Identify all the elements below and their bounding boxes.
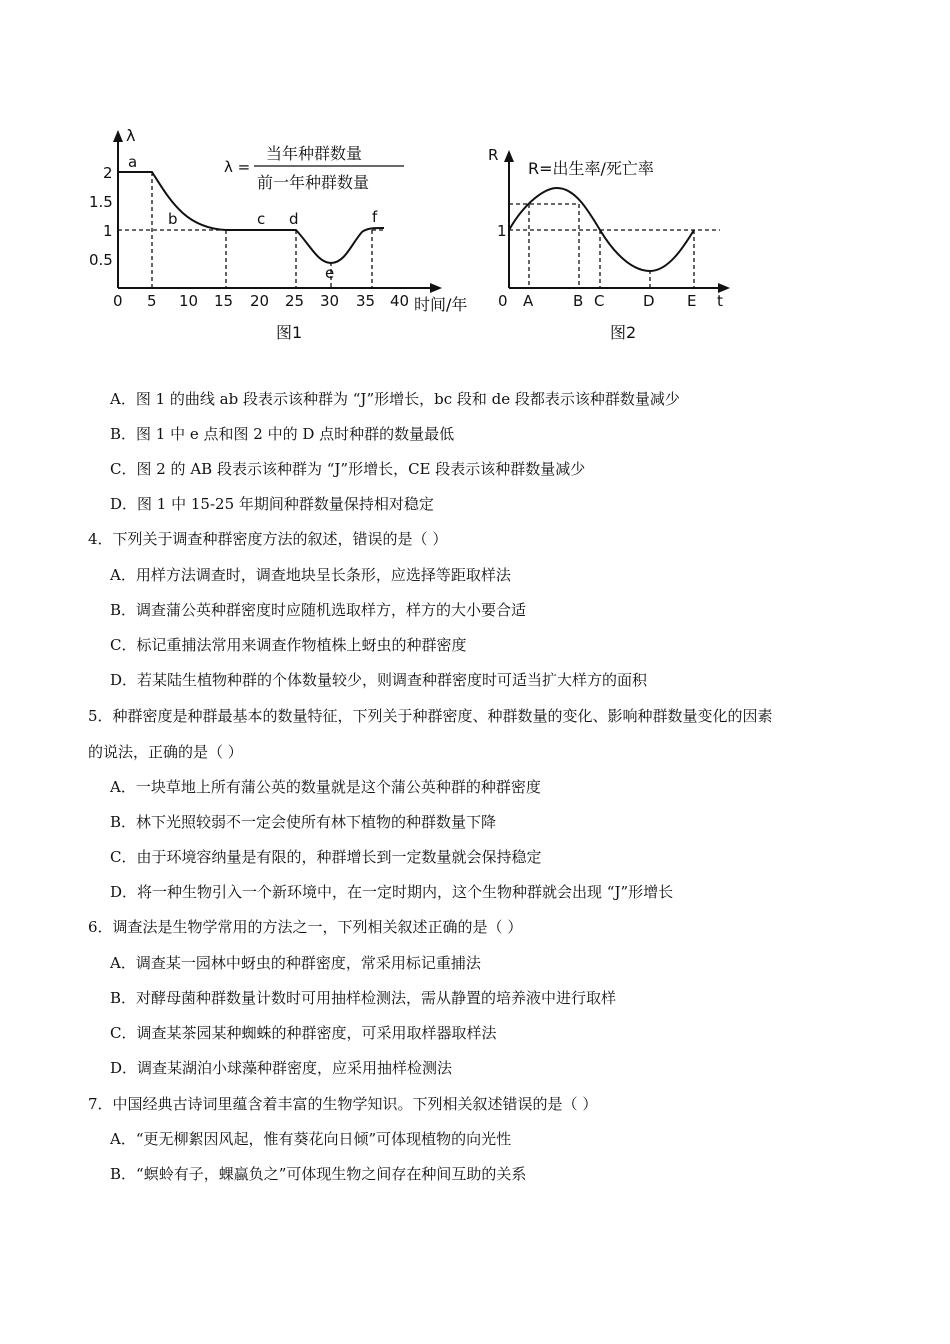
y-axis-label: R	[488, 146, 499, 164]
x-tick-label: 30	[320, 292, 340, 310]
x-tick-label: D	[643, 292, 655, 310]
x-tick-label: C	[594, 292, 605, 310]
x-tick-label: 5	[147, 292, 157, 310]
x-tick-label: 10	[179, 292, 199, 310]
x-tick-label: 0	[113, 292, 123, 310]
point-label-f: f	[372, 208, 378, 226]
y-axis-arrow	[113, 130, 123, 142]
q4-option-d[interactable]: D．若某陆生植物种群的个体数量较少，则调查种群密度时可适当扩大样方的面积	[110, 671, 648, 689]
q5-option-c[interactable]: C．由于环境容纳量是有限的，种群增长到一定数量就会保持稳定	[110, 848, 542, 866]
q6-option-d[interactable]: D．调查某湖泊小球藻种群密度，应采用抽样检测法	[110, 1059, 453, 1077]
formula-lhs: λ =	[224, 158, 251, 176]
y-tick-label: 2	[103, 164, 113, 182]
q5-option-a[interactable]: A．一块草地上所有蒲公英的数量就是这个蒲公英种群的种群密度	[110, 778, 541, 796]
x-axis-arrow	[430, 283, 442, 293]
q4-option-a[interactable]: A．用样方法调查时，调查地块呈长条形，应选择等距取样法	[110, 566, 511, 584]
q4-option-c[interactable]: C．标记重捕法常用来调查作物植株上蚜虫的种群密度	[110, 636, 467, 654]
figure-2	[480, 0, 750, 360]
point-label-e: e	[325, 264, 335, 282]
y-tick-label: 1	[103, 222, 113, 240]
x-tick-label: 20	[250, 292, 270, 310]
figure-caption: 图2	[610, 323, 637, 342]
q5-option-b[interactable]: B．林下光照较弱不一定会使所有林下植物的种群数量下降	[110, 813, 497, 831]
y-tick-label: 1	[497, 222, 507, 240]
q6-option-b[interactable]: B．对酵母菌种群数量计数时可用抽样检测法，需从静置的培养液中进行取样	[110, 989, 617, 1007]
x-tick-label: 35	[356, 292, 376, 310]
figure-1	[0, 0, 500, 360]
q3-option-c[interactable]: C．图 2 的 AB 段表示该种群为 “J”形增长，CE 段表示该种群数量减少	[110, 460, 586, 478]
q3-option-d[interactable]: D．图 1 中 15-25 年期间种群数量保持相对稳定	[110, 495, 434, 513]
x-tick-label: B	[573, 292, 584, 310]
q7-stem: 7．中国经典古诗词里蕴含着丰富的生物学知识。下列相关叙述错误的是（ ）	[88, 1095, 598, 1113]
q5-option-d[interactable]: D．将一种生物引入一个新环境中，在一定时期内，这个生物种群就会出现 “J”形增长	[110, 883, 674, 901]
q3-option-b[interactable]: B．图 1 中 e 点和图 2 中的 D 点时种群的数量最低	[110, 425, 455, 443]
q7-option-a[interactable]: A．“更无柳絮因风起，惟有葵花向日倾”可体现植物的向光性	[110, 1130, 512, 1148]
formula-numerator: 当年种群数量	[266, 144, 363, 163]
point-label-a: a	[128, 153, 138, 171]
x-tick-label: 25	[285, 292, 305, 310]
q6-option-a[interactable]: A．调查某一园林中蚜虫的种群密度，常采用标记重捕法	[110, 954, 481, 972]
x-tick-label: E	[687, 292, 697, 310]
q4-option-b[interactable]: B．调查蒲公英种群密度时应随机选取样方，样方的大小要合适	[110, 601, 527, 619]
point-label-d: d	[289, 210, 299, 228]
q6-option-c[interactable]: C．调查某茶园某种蜘蛛的种群密度，可采用取样器取样法	[110, 1024, 497, 1042]
q7-option-b[interactable]: B．“螟蛉有子，蜾蠃负之”可体现生物之间存在种间互助的关系	[110, 1165, 527, 1183]
q4-stem: 4．下列关于调查种群密度方法的叙述，错误的是（ ）	[88, 530, 448, 548]
x-axis-label: t	[717, 292, 723, 310]
x-tick-label: A	[523, 292, 534, 310]
q5-stem-line1: 5．种群密度是种群最基本的数量特征，下列关于种群密度、种群数量的变化、影响种群数量变化的因素	[88, 707, 773, 725]
x-axis-label: 时间/年	[414, 295, 468, 314]
y-tick-label: 1.5	[89, 193, 113, 211]
y-axis-arrow	[504, 150, 514, 162]
x-tick-label: 15	[214, 292, 234, 310]
y-tick-label: 0.5	[89, 251, 113, 269]
point-label-c: c	[257, 210, 266, 228]
formula-label: R=出生率/死亡率	[528, 159, 654, 178]
y-axis-label: λ	[126, 126, 136, 145]
q5-stem-line2: 的说法，正确的是（ ）	[88, 743, 243, 761]
point-label-b: b	[168, 210, 178, 228]
q3-option-a[interactable]: A．图 1 的曲线 ab 段表示该种群为 “J”形增长，bc 段和 de 段都表示该种群数量减少	[110, 390, 680, 408]
x-tick-label: 40	[390, 292, 410, 310]
figure-caption: 图1	[276, 323, 303, 342]
q6-stem: 6．调查法是生物学常用的方法之一，下列相关叙述正确的是（ ）	[88, 918, 523, 936]
formula-denominator: 前一年种群数量	[257, 173, 370, 192]
x-tick-label: 0	[498, 292, 508, 310]
